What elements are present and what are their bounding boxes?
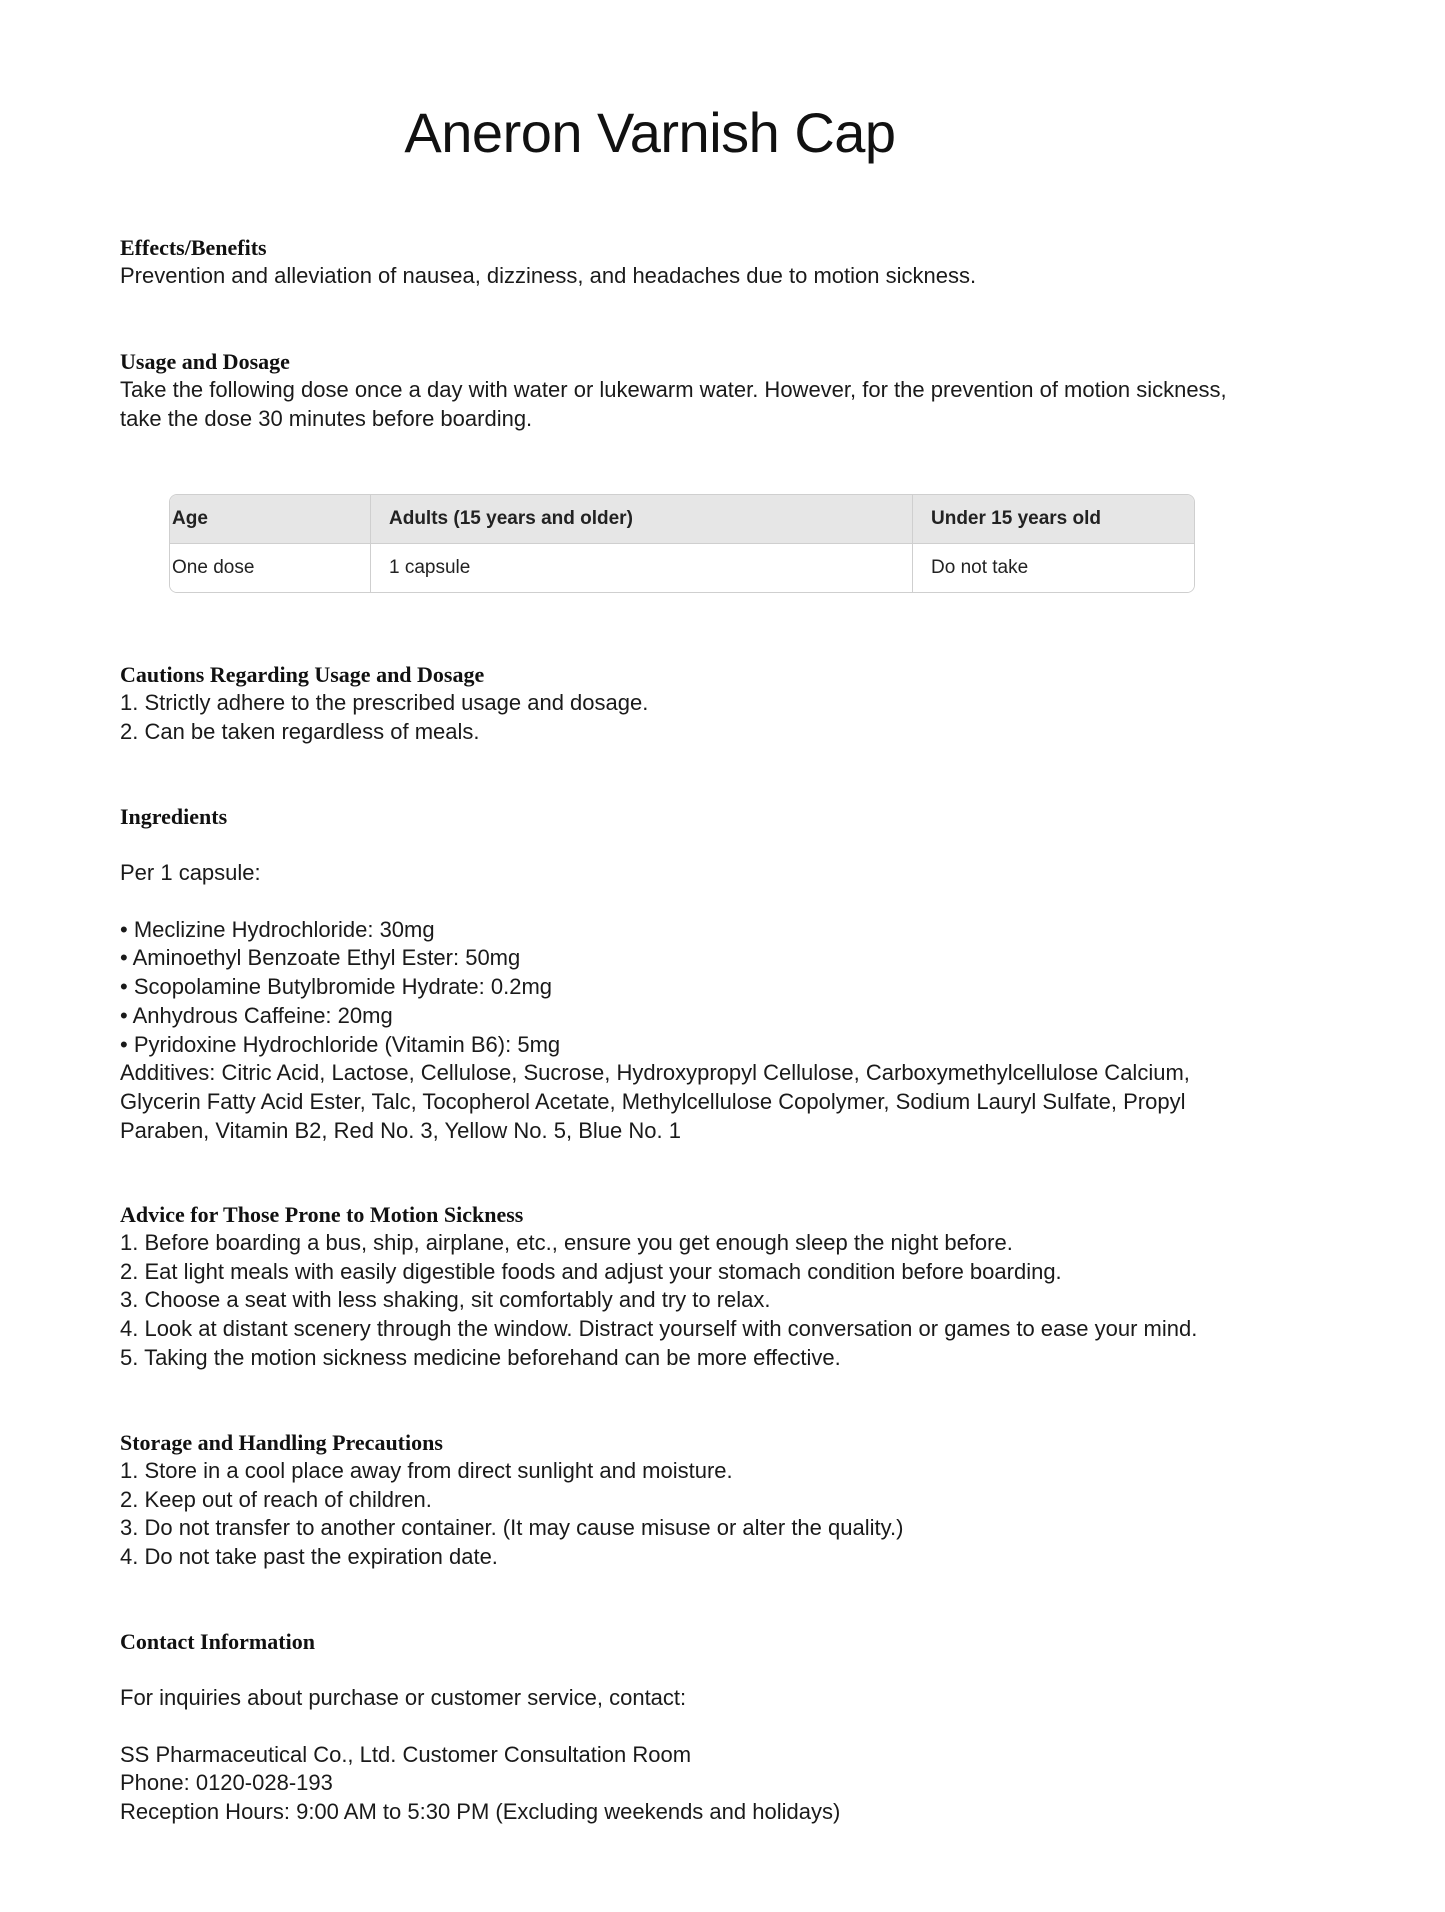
usage-text-line-1: Take the following dose once a day with water or lukewarm water. However, for the prevention of motion sickness, [120, 377, 1227, 402]
dosage-table [169, 494, 1195, 593]
contact-company: SS Pharmaceutical Co., Ltd. Customer Consultation Room [120, 1741, 692, 1767]
ingredient-item: • Scopolamine Butylbromide Hydrate: 0.2mg [120, 974, 553, 1000]
contact-hours: Reception Hours: 9:00 AM to 5:30 PM (Excluding weekends and holidays) [120, 1799, 841, 1825]
effects-text: Prevention and alleviation of nausea, dizziness, and headaches due to motion sickness. [120, 263, 977, 288]
cautions-section [120, 660, 1320, 746]
contact-intro: For inquiries about purchase or customer service, contact: [120, 1685, 687, 1710]
dosage-table-row [170, 544, 1194, 592]
storage-item: 3. Do not transfer to another container. (It may cause misuse or alter the quality.) [120, 1515, 904, 1541]
advice-section [120, 1200, 1320, 1373]
dosage-table-cell-under-15: Do not take [913, 544, 1194, 592]
advice-item: 5. Taking the motion sickness medicine beforehand can be more effective. [120, 1344, 841, 1370]
dosage-table-header-row [170, 495, 1194, 544]
advice-item: 2. Eat light meals with easily digestible foods and adjust your stomach condition before boarding. [120, 1258, 1062, 1284]
storage-section [120, 1428, 1320, 1572]
contact-phone: Phone: 0120-028-193 [120, 1770, 333, 1796]
cautions-heading: Cautions Regarding Usage and Dosage [120, 662, 485, 687]
ingredients-heading: Ingredients [120, 804, 228, 829]
ingredient-item: • Meclizine Hydrochloride: 30mg [120, 916, 435, 942]
effects-section [120, 233, 1320, 291]
storage-item: 4. Do not take past the expiration date. [120, 1544, 498, 1570]
cautions-item: 2. Can be taken regardless of meals. [120, 718, 480, 744]
storage-item: 1. Store in a cool place away from direct sunlight and moisture. [120, 1458, 733, 1483]
additives-line-3: Paraben, Vitamin B2, Red No. 3, Yellow No. 5, Blue No. 1 [120, 1117, 681, 1143]
dosage-table-header-adults: Adults (15 years and older) [371, 495, 913, 544]
ingredient-item: • Aminoethyl Benzoate Ethyl Ester: 50mg [120, 945, 521, 971]
ingredient-item: • Pyridoxine Hydrochloride (Vitamin B6): 5mg [120, 1031, 561, 1057]
storage-item: 2. Keep out of reach of children. [120, 1486, 432, 1512]
additives-line-1: Additives: Citric Acid, Lactose, Cellulose, Sucrose, Hydroxypropyl Cellulose, Carboxymethylcellulose Calcium, [120, 1060, 1190, 1086]
storage-heading: Storage and Handling Precautions [120, 1430, 443, 1455]
page-title: Aneron Varnish Cap [404, 101, 896, 164]
contact-section [120, 1627, 1320, 1827]
ingredient-item: • Anhydrous Caffeine: 20mg [120, 1002, 393, 1028]
advice-heading: Advice for Those Prone to Motion Sickness [120, 1202, 524, 1227]
additives-line-2: Glycerin Fatty Acid Ester, Talc, Tocopherol Acetate, Methylcellulose Copolymer, Sodium Lauryl Sulfate, Propyl [120, 1088, 1186, 1114]
dosage-table-header-age: Age [170, 495, 371, 544]
effects-heading: Effects/Benefits [120, 235, 267, 260]
dosage-table-cell-adults: 1 capsule [371, 544, 913, 592]
advice-item: 1. Before boarding a bus, ship, airplane, etc., ensure you get enough sleep the night before. [120, 1230, 1013, 1255]
advice-item: 4. Look at distant scenery through the window. Distract yourself with conversation or games to ease your mind. [120, 1316, 1198, 1342]
cautions-item: 1. Strictly adhere to the prescribed usage and dosage. [120, 690, 649, 715]
dosage-table-header-under-15: Under 15 years old [913, 495, 1194, 544]
ingredients-per-capsule: Per 1 capsule: [120, 860, 261, 885]
usage-section [120, 347, 1320, 433]
contact-heading: Contact Information [120, 1629, 315, 1654]
usage-text-line-2: take the dose 30 minutes before boarding. [120, 405, 533, 431]
dosage-table-cell-label: One dose [170, 544, 371, 592]
ingredients-section [120, 802, 1320, 1145]
usage-heading: Usage and Dosage [120, 349, 290, 374]
advice-item: 3. Choose a seat with less shaking, sit comfortably and try to relax. [120, 1287, 771, 1313]
